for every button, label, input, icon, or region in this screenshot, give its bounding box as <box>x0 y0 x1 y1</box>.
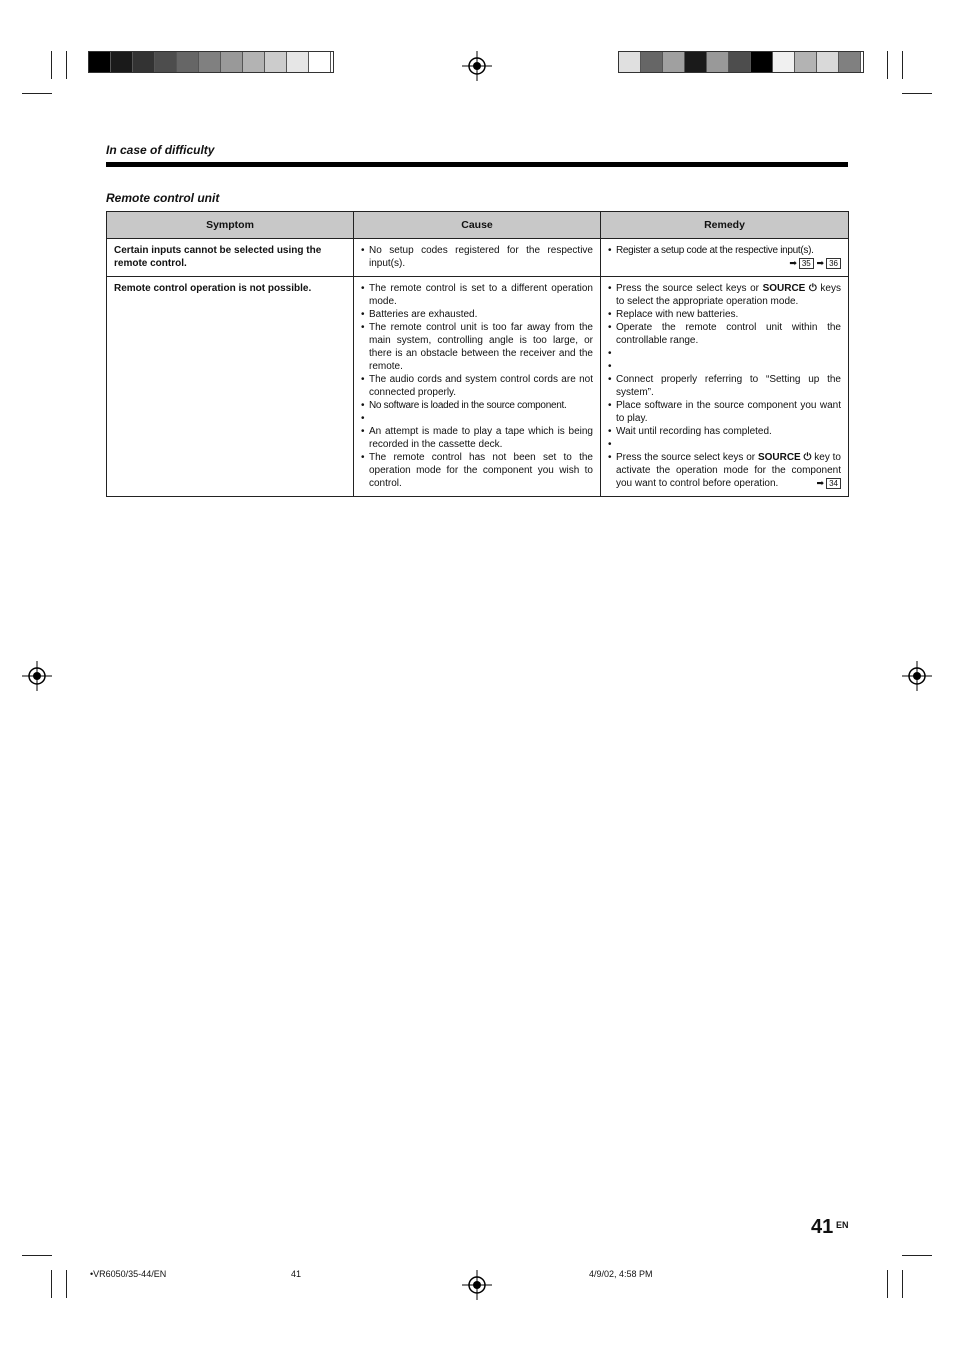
color-swatch <box>773 52 795 72</box>
color-swatch <box>641 52 663 72</box>
crop-mark <box>887 51 888 79</box>
remedy-text: keys to select the appropriate operation mode. <box>616 283 841 307</box>
registration-mark-icon <box>902 661 932 691</box>
remedy-text: Press the source select keys or <box>616 283 763 294</box>
symptom-text: Certain inputs cannot be selected using the remote control. <box>114 245 322 269</box>
footer-page: 41 <box>291 1269 302 1279</box>
color-swatch <box>199 52 221 72</box>
arrow-right-icon: ➡ <box>816 478 825 488</box>
symptom-text: Remote control operation is not possible. <box>114 283 312 294</box>
color-swatch <box>729 52 751 72</box>
crop-mark <box>887 1270 888 1298</box>
page-ref-box: 36 <box>826 258 841 269</box>
cause-item: • No setup codes registered for the respective input(s). <box>361 244 593 270</box>
source-key-label: SOURCE ⏻ <box>762 283 817 294</box>
page-number: 41 <box>811 1216 834 1238</box>
crop-mark <box>902 1270 903 1298</box>
color-swatch <box>707 52 729 72</box>
spacer <box>608 360 841 373</box>
table-row <box>107 239 849 277</box>
remedy-item: • Wait until recording has completed. <box>608 425 841 438</box>
cause-item: • No software is loaded in the source component. <box>361 399 593 412</box>
footer-doc-code: •VR6050/35-44/EN <box>90 1269 167 1279</box>
remedy-item <box>608 282 841 308</box>
color-swatch <box>663 52 685 72</box>
color-calibration-bar-right <box>618 51 864 73</box>
cause-item: • An attempt is made to play a tape which is being recorded in the cassette deck. <box>361 425 593 451</box>
color-swatch <box>177 52 199 72</box>
cause-item: • The audio cords and system control cords are not connected properly. <box>361 373 593 399</box>
source-key-label: SOURCE ⏻ <box>757 452 812 463</box>
registration-mark-icon <box>462 1270 492 1300</box>
remedy-item: • Operate the remote control unit within the controllable range. <box>608 321 841 347</box>
color-swatch <box>795 52 817 72</box>
color-swatch <box>839 52 861 72</box>
remedy-text: Press the source select keys or <box>616 452 758 463</box>
crop-mark <box>22 1255 52 1256</box>
page-ref-box: 35 <box>799 258 814 269</box>
color-swatch <box>89 52 111 72</box>
color-swatch <box>817 52 839 72</box>
page-ref-box: 34 <box>826 478 841 489</box>
arrow-right-icon: ➡ <box>789 258 797 268</box>
column-header-cause: Cause <box>354 212 601 239</box>
color-swatch <box>685 52 707 72</box>
crop-mark <box>902 1255 932 1256</box>
spacer <box>361 412 593 425</box>
page-reference <box>608 257 841 270</box>
remedy-cell <box>601 277 849 497</box>
symptom-cell <box>107 277 354 497</box>
remedy-text: key to activate the operation mode for the component you want to control before operation. <box>616 452 841 489</box>
spacer <box>608 438 841 451</box>
color-swatch <box>265 52 287 72</box>
cause-item: • The remote control is set to a different operation mode. <box>361 282 593 308</box>
remedy-item: • Replace with new batteries. <box>608 308 841 321</box>
column-header-remedy: Remedy <box>601 212 849 239</box>
color-swatch <box>221 52 243 72</box>
troubleshooting-table <box>106 211 849 497</box>
color-calibration-bar-left <box>88 51 334 73</box>
cause-item: • Batteries are exhausted. <box>361 308 593 321</box>
color-swatch <box>619 52 641 72</box>
cause-item: • The remote control has not been set to the operation mode for the component you wish to control. <box>361 451 593 490</box>
registration-mark-icon <box>22 661 52 691</box>
cause-item: • The remote control unit is too far away from the main system, controlling angle is too large, or there is an obstacle between the receiver and the remote. <box>361 321 593 373</box>
remedy-item: • Place software in the source component you want to play. <box>608 399 841 425</box>
symptom-cell <box>107 239 354 277</box>
registration-mark-icon <box>462 51 492 81</box>
crop-mark <box>51 1270 52 1298</box>
color-swatch <box>155 52 177 72</box>
table-row <box>107 277 849 497</box>
remedy-item: • Register a setup code at the respective input(s). <box>608 244 841 257</box>
color-swatch <box>133 52 155 72</box>
color-swatch <box>243 52 265 72</box>
column-header-symptom: Symptom <box>107 212 354 239</box>
crop-mark <box>902 93 932 94</box>
footer-datetime: 4/9/02, 4:58 PM <box>589 1269 653 1279</box>
color-swatch <box>309 52 331 72</box>
section-title: In case of difficulty <box>106 143 215 157</box>
remedy-item: • Connect properly referring to “Setting up the system”. <box>608 373 841 399</box>
cause-cell <box>354 239 601 277</box>
spacer <box>608 347 841 360</box>
cause-cell <box>354 277 601 497</box>
remedy-cell <box>601 239 849 277</box>
crop-mark <box>902 51 903 79</box>
crop-mark <box>66 1270 67 1298</box>
crop-mark <box>51 51 52 79</box>
arrow-right-icon: ➡ <box>816 258 825 268</box>
page-language: EN <box>836 1220 849 1230</box>
subsection-title: Remote control unit <box>106 191 220 205</box>
crop-mark <box>22 93 52 94</box>
color-swatch <box>751 52 773 72</box>
color-swatch <box>287 52 309 72</box>
crop-mark <box>66 51 67 79</box>
color-swatch <box>111 52 133 72</box>
remedy-item <box>608 451 841 490</box>
table-header-row <box>107 212 849 239</box>
section-rule <box>106 162 848 167</box>
